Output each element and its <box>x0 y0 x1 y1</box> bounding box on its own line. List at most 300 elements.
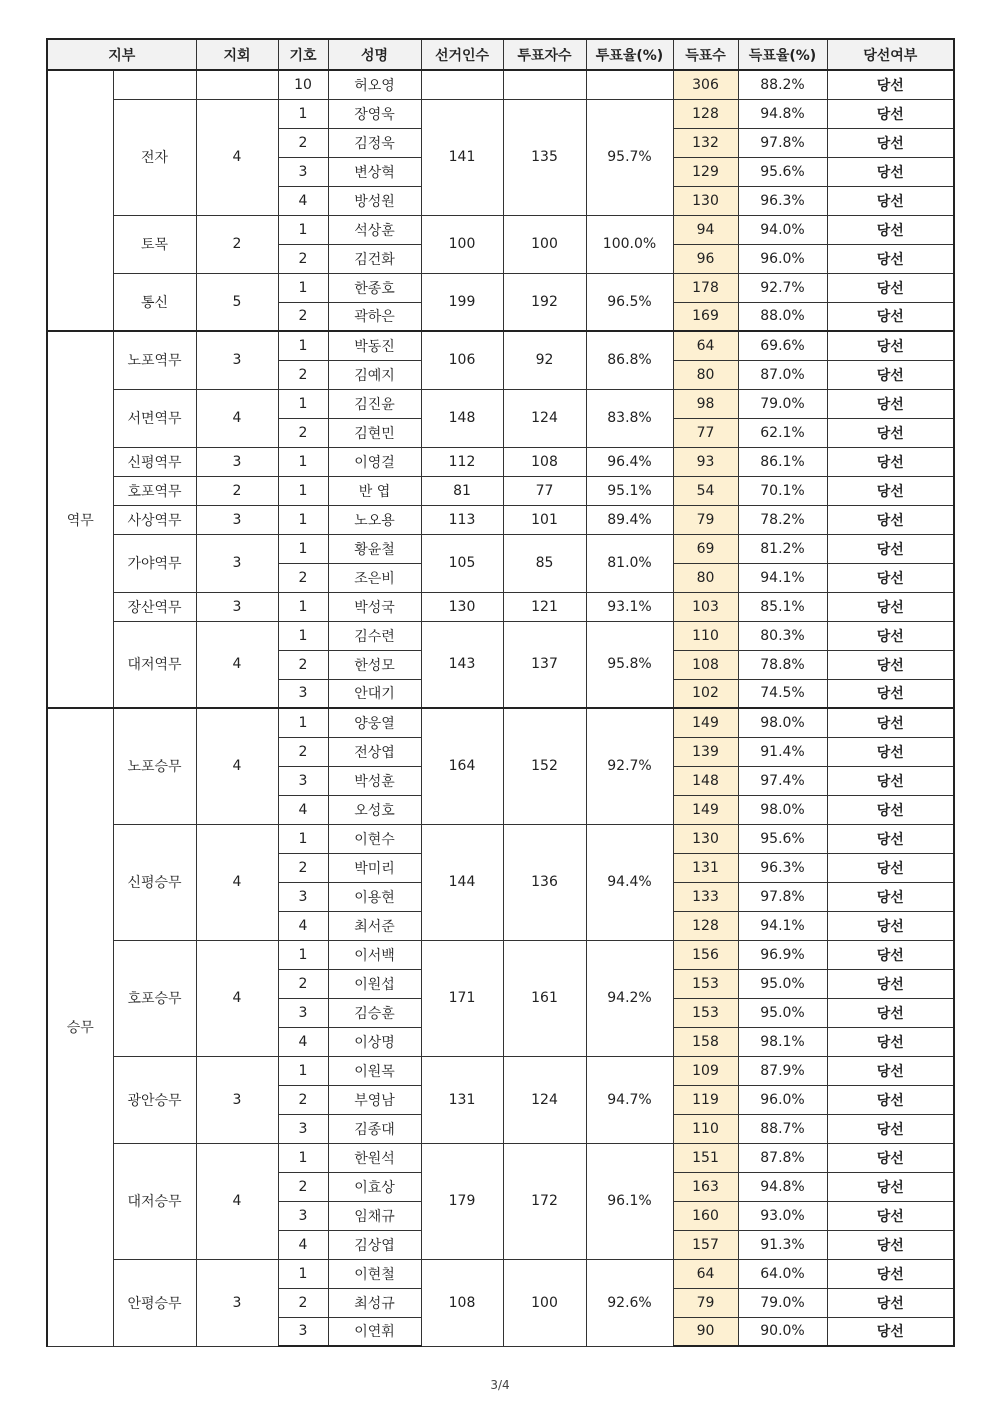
candidate-result: 당선 <box>827 244 954 273</box>
candidate-vote-pct: 79.0% <box>738 1288 827 1317</box>
division-name: 역무 <box>47 331 113 708</box>
candidate-vote-pct: 79.0% <box>738 389 827 418</box>
candidate-vote-pct: 87.8% <box>738 1143 827 1172</box>
candidate-votes: 131 <box>673 853 738 882</box>
candidate-number: 2 <box>278 1085 328 1114</box>
candidate-name: 이현수 <box>328 824 421 853</box>
branch-turnout: 94.2% <box>586 940 673 1056</box>
branch-name: 호포역무 <box>113 476 196 505</box>
branch-electors: 105 <box>421 534 503 592</box>
candidate-name: 허오영 <box>328 70 421 99</box>
candidate-vote-pct: 74.5% <box>738 679 827 708</box>
table-row <box>47 708 954 737</box>
candidate-name: 김정욱 <box>328 128 421 157</box>
candidate-name: 황윤철 <box>328 534 421 563</box>
candidate-vote-pct: 94.0% <box>738 215 827 244</box>
candidate-vote-pct: 98.1% <box>738 1027 827 1056</box>
branch-name: 신평승무 <box>113 824 196 940</box>
candidate-votes: 163 <box>673 1172 738 1201</box>
candidate-vote-pct: 96.0% <box>738 1085 827 1114</box>
branch-name <box>113 70 196 99</box>
candidate-number: 2 <box>278 128 328 157</box>
candidate-number: 1 <box>278 99 328 128</box>
candidate-vote-pct: 64.0% <box>738 1259 827 1288</box>
candidate-votes: 79 <box>673 1288 738 1317</box>
branch-electors: 143 <box>421 621 503 708</box>
branch-name: 안평승무 <box>113 1259 196 1346</box>
branch-name: 장산역무 <box>113 592 196 621</box>
candidate-vote-pct: 94.8% <box>738 1172 827 1201</box>
branch-turnout: 96.5% <box>586 273 673 331</box>
candidate-vote-pct: 88.2% <box>738 70 827 99</box>
candidate-name: 변상혁 <box>328 157 421 186</box>
branch-name: 통신 <box>113 273 196 331</box>
candidate-vote-pct: 96.3% <box>738 186 827 215</box>
candidate-number: 2 <box>278 969 328 998</box>
branch-seats: 3 <box>196 1259 278 1346</box>
candidate-result: 당선 <box>827 215 954 244</box>
candidate-votes: 139 <box>673 737 738 766</box>
branch-electors: 164 <box>421 708 503 824</box>
branch-voters: 108 <box>503 447 586 476</box>
candidate-vote-pct: 91.3% <box>738 1230 827 1259</box>
candidate-number: 1 <box>278 621 328 650</box>
branch-turnout: 96.1% <box>586 1143 673 1259</box>
candidate-name: 석상훈 <box>328 215 421 244</box>
candidate-votes: 133 <box>673 882 738 911</box>
branch-turnout <box>586 70 673 99</box>
candidate-number: 3 <box>278 1114 328 1143</box>
table-row <box>47 534 954 563</box>
candidate-votes: 110 <box>673 1114 738 1143</box>
candidate-result: 당선 <box>827 1027 954 1056</box>
branch-seats: 3 <box>196 1056 278 1143</box>
candidate-result: 당선 <box>827 1056 954 1085</box>
candidate-vote-pct: 78.2% <box>738 505 827 534</box>
candidate-number: 1 <box>278 1056 328 1085</box>
candidate-number: 2 <box>278 244 328 273</box>
candidate-vote-pct: 81.2% <box>738 534 827 563</box>
candidate-number: 10 <box>278 70 328 99</box>
candidate-number: 1 <box>278 215 328 244</box>
branch-seats: 4 <box>196 1143 278 1259</box>
candidate-result: 당선 <box>827 1288 954 1317</box>
table-row <box>47 99 954 128</box>
candidate-votes: 77 <box>673 418 738 447</box>
branch-electors: 144 <box>421 824 503 940</box>
branch-name: 호포승무 <box>113 940 196 1056</box>
candidate-number: 1 <box>278 1143 328 1172</box>
page-number: 3/4 <box>490 1378 510 1392</box>
candidate-result: 당선 <box>827 940 954 969</box>
table-row <box>47 389 954 418</box>
candidate-votes: 160 <box>673 1201 738 1230</box>
candidate-result: 당선 <box>827 795 954 824</box>
candidate-vote-pct: 94.8% <box>738 99 827 128</box>
candidate-number: 2 <box>278 1288 328 1317</box>
candidate-result: 당선 <box>827 563 954 592</box>
candidate-name: 김종대 <box>328 1114 421 1143</box>
candidate-votes: 306 <box>673 70 738 99</box>
branch-voters: 121 <box>503 592 586 621</box>
candidate-result: 당선 <box>827 273 954 302</box>
branch-name: 토목 <box>113 215 196 273</box>
candidate-name: 반 엽 <box>328 476 421 505</box>
branch-name: 서면역무 <box>113 389 196 447</box>
table-row <box>47 824 954 853</box>
branch-seats: 4 <box>196 99 278 215</box>
branch-voters: 161 <box>503 940 586 1056</box>
branch-turnout: 95.1% <box>586 476 673 505</box>
candidate-votes: 149 <box>673 708 738 737</box>
candidate-number: 2 <box>278 650 328 679</box>
branch-voters: 124 <box>503 1056 586 1143</box>
candidate-vote-pct: 90.0% <box>738 1317 827 1346</box>
candidate-vote-pct: 97.8% <box>738 128 827 157</box>
candidate-number: 4 <box>278 911 328 940</box>
candidate-votes: 156 <box>673 940 738 969</box>
table-row <box>47 215 954 244</box>
branch-electors: 141 <box>421 99 503 215</box>
candidate-vote-pct: 92.7% <box>738 273 827 302</box>
candidate-votes: 102 <box>673 679 738 708</box>
candidate-result: 당선 <box>827 1085 954 1114</box>
branch-voters: 136 <box>503 824 586 940</box>
candidate-name: 이효상 <box>328 1172 421 1201</box>
candidate-result: 당선 <box>827 1172 954 1201</box>
candidate-result: 당선 <box>827 476 954 505</box>
header-name: 성명 <box>328 39 421 70</box>
candidate-name: 안대기 <box>328 679 421 708</box>
candidate-vote-pct: 94.1% <box>738 563 827 592</box>
candidate-votes: 94 <box>673 215 738 244</box>
candidate-number: 1 <box>278 331 328 360</box>
branch-seats: 3 <box>196 447 278 476</box>
header-turnout: 투표율(%) <box>586 39 673 70</box>
table-row <box>47 1143 954 1172</box>
branch-electors: 112 <box>421 447 503 476</box>
branch-voters: 172 <box>503 1143 586 1259</box>
branch-name: 대저승무 <box>113 1143 196 1259</box>
candidate-votes: 90 <box>673 1317 738 1346</box>
candidate-votes: 79 <box>673 505 738 534</box>
division-name <box>47 70 113 331</box>
branch-turnout: 89.4% <box>586 505 673 534</box>
table-row <box>47 505 954 534</box>
candidate-vote-pct: 94.1% <box>738 911 827 940</box>
candidate-votes: 148 <box>673 766 738 795</box>
branch-electors: 179 <box>421 1143 503 1259</box>
candidate-result: 당선 <box>827 824 954 853</box>
branch-seats: 4 <box>196 824 278 940</box>
candidate-result: 당선 <box>827 853 954 882</box>
branch-voters: 124 <box>503 389 586 447</box>
branch-voters: 92 <box>503 331 586 389</box>
candidate-number: 3 <box>278 1317 328 1346</box>
header-jihoe: 지회 <box>196 39 278 70</box>
branch-name: 가야역무 <box>113 534 196 592</box>
table-header <box>47 39 954 70</box>
candidate-name: 장영욱 <box>328 99 421 128</box>
candidate-number: 2 <box>278 1172 328 1201</box>
candidate-votes: 64 <box>673 1259 738 1288</box>
branch-electors: 199 <box>421 273 503 331</box>
candidate-votes: 109 <box>673 1056 738 1085</box>
candidate-name: 박성훈 <box>328 766 421 795</box>
candidate-vote-pct: 95.0% <box>738 998 827 1027</box>
candidate-number: 1 <box>278 389 328 418</box>
candidate-result: 당선 <box>827 99 954 128</box>
candidate-name: 박미리 <box>328 853 421 882</box>
candidate-votes: 178 <box>673 273 738 302</box>
branch-seats: 2 <box>196 476 278 505</box>
branch-electors: 106 <box>421 331 503 389</box>
branch-electors: 131 <box>421 1056 503 1143</box>
candidate-name: 한원석 <box>328 1143 421 1172</box>
branch-name: 사상역무 <box>113 505 196 534</box>
candidate-votes: 129 <box>673 157 738 186</box>
table-row <box>47 1259 954 1288</box>
candidate-number: 1 <box>278 534 328 563</box>
branch-turnout: 86.8% <box>586 331 673 389</box>
candidate-vote-pct: 93.0% <box>738 1201 827 1230</box>
candidate-name: 이원섭 <box>328 969 421 998</box>
candidate-name: 김승훈 <box>328 998 421 1027</box>
branch-turnout: 81.0% <box>586 534 673 592</box>
candidate-number: 3 <box>278 882 328 911</box>
candidate-number: 1 <box>278 476 328 505</box>
candidate-number: 1 <box>278 273 328 302</box>
candidate-number: 4 <box>278 186 328 215</box>
branch-turnout: 100.0% <box>586 215 673 273</box>
branch-turnout: 94.4% <box>586 824 673 940</box>
candidate-result: 당선 <box>827 1230 954 1259</box>
candidate-number: 1 <box>278 1259 328 1288</box>
candidate-votes: 158 <box>673 1027 738 1056</box>
candidate-votes: 169 <box>673 302 738 331</box>
branch-seats: 3 <box>196 331 278 389</box>
candidate-name: 김예지 <box>328 360 421 389</box>
candidate-votes: 69 <box>673 534 738 563</box>
candidate-result: 당선 <box>827 737 954 766</box>
branch-electors: 100 <box>421 215 503 273</box>
candidate-number: 3 <box>278 766 328 795</box>
candidate-votes: 80 <box>673 360 738 389</box>
header-votes: 득표수 <box>673 39 738 70</box>
candidate-result: 당선 <box>827 708 954 737</box>
branch-seats: 4 <box>196 621 278 708</box>
branch-seats: 5 <box>196 273 278 331</box>
candidate-result: 당선 <box>827 331 954 360</box>
table-body <box>47 70 954 1346</box>
branch-seats: 3 <box>196 534 278 592</box>
candidate-name: 전상엽 <box>328 737 421 766</box>
candidate-number: 2 <box>278 853 328 882</box>
candidate-number: 2 <box>278 360 328 389</box>
branch-seats: 4 <box>196 708 278 824</box>
candidate-name: 박동진 <box>328 331 421 360</box>
candidate-name: 박성국 <box>328 592 421 621</box>
candidate-name: 이원목 <box>328 1056 421 1085</box>
branch-name: 전자 <box>113 99 196 215</box>
branch-turnout: 95.8% <box>586 621 673 708</box>
candidate-number: 3 <box>278 1201 328 1230</box>
branch-voters: 152 <box>503 708 586 824</box>
candidate-name: 곽하은 <box>328 302 421 331</box>
candidate-name: 이영걸 <box>328 447 421 476</box>
table-row <box>47 273 954 302</box>
candidate-vote-pct: 78.8% <box>738 650 827 679</box>
candidate-votes: 119 <box>673 1085 738 1114</box>
candidate-name: 오성호 <box>328 795 421 824</box>
table-row <box>47 70 954 99</box>
candidate-vote-pct: 88.7% <box>738 1114 827 1143</box>
candidate-name: 조은비 <box>328 563 421 592</box>
candidate-name: 임채규 <box>328 1201 421 1230</box>
candidate-number: 3 <box>278 998 328 1027</box>
candidate-number: 1 <box>278 592 328 621</box>
candidate-name: 방성원 <box>328 186 421 215</box>
candidate-votes: 130 <box>673 186 738 215</box>
candidate-votes: 128 <box>673 99 738 128</box>
candidate-result: 당선 <box>827 621 954 650</box>
branch-turnout: 92.7% <box>586 708 673 824</box>
candidate-result: 당선 <box>827 766 954 795</box>
table-row <box>47 621 954 650</box>
candidate-vote-pct: 70.1% <box>738 476 827 505</box>
candidate-votes: 54 <box>673 476 738 505</box>
candidate-result: 당선 <box>827 1143 954 1172</box>
candidate-result: 당선 <box>827 592 954 621</box>
branch-electors: 81 <box>421 476 503 505</box>
candidate-number: 3 <box>278 157 328 186</box>
branch-voters <box>503 70 586 99</box>
branch-seats: 4 <box>196 940 278 1056</box>
candidate-result: 당선 <box>827 911 954 940</box>
candidate-vote-pct: 95.6% <box>738 157 827 186</box>
candidate-votes: 64 <box>673 331 738 360</box>
candidate-name: 부영남 <box>328 1085 421 1114</box>
branch-turnout: 94.7% <box>586 1056 673 1143</box>
candidate-result: 당선 <box>827 969 954 998</box>
branch-name: 광안승무 <box>113 1056 196 1143</box>
candidate-result: 당선 <box>827 70 954 99</box>
branch-turnout: 95.7% <box>586 99 673 215</box>
candidate-name: 김상엽 <box>328 1230 421 1259</box>
candidate-result: 당선 <box>827 998 954 1027</box>
branch-voters: 85 <box>503 534 586 592</box>
candidate-number: 2 <box>278 563 328 592</box>
candidate-vote-pct: 88.0% <box>738 302 827 331</box>
candidate-votes: 128 <box>673 911 738 940</box>
candidate-number: 2 <box>278 302 328 331</box>
branch-turnout: 96.4% <box>586 447 673 476</box>
candidate-name: 이상명 <box>328 1027 421 1056</box>
candidate-number: 1 <box>278 940 328 969</box>
branch-voters: 137 <box>503 621 586 708</box>
candidate-number: 1 <box>278 824 328 853</box>
candidate-result: 당선 <box>827 650 954 679</box>
branch-turnout: 92.6% <box>586 1259 673 1346</box>
candidate-vote-pct: 97.4% <box>738 766 827 795</box>
candidate-vote-pct: 69.6% <box>738 331 827 360</box>
branch-voters: 77 <box>503 476 586 505</box>
candidate-votes: 108 <box>673 650 738 679</box>
branch-electors: 130 <box>421 592 503 621</box>
table-row <box>47 447 954 476</box>
branch-electors: 148 <box>421 389 503 447</box>
election-results-table <box>46 38 955 1347</box>
candidate-vote-pct: 98.0% <box>738 708 827 737</box>
branch-electors <box>421 70 503 99</box>
candidate-name: 김수련 <box>328 621 421 650</box>
candidate-number: 1 <box>278 505 328 534</box>
branch-seats: 3 <box>196 505 278 534</box>
candidate-result: 당선 <box>827 534 954 563</box>
candidate-vote-pct: 95.6% <box>738 824 827 853</box>
candidate-name: 김현민 <box>328 418 421 447</box>
candidate-votes: 153 <box>673 969 738 998</box>
candidate-number: 4 <box>278 795 328 824</box>
branch-seats: 3 <box>196 592 278 621</box>
candidate-number: 4 <box>278 1027 328 1056</box>
candidate-votes: 157 <box>673 1230 738 1259</box>
candidate-name: 이현철 <box>328 1259 421 1288</box>
division-name: 승무 <box>47 708 113 1346</box>
branch-seats <box>196 70 278 99</box>
candidate-name: 김진윤 <box>328 389 421 418</box>
table-row <box>47 940 954 969</box>
candidate-result: 당선 <box>827 1317 954 1346</box>
candidate-votes: 96 <box>673 244 738 273</box>
candidate-votes: 98 <box>673 389 738 418</box>
candidate-result: 당선 <box>827 418 954 447</box>
header-voters: 투표자수 <box>503 39 586 70</box>
branch-seats: 4 <box>196 389 278 447</box>
branch-voters: 101 <box>503 505 586 534</box>
branch-voters: 100 <box>503 215 586 273</box>
candidate-votes: 103 <box>673 592 738 621</box>
candidate-votes: 80 <box>673 563 738 592</box>
candidate-number: 1 <box>278 447 328 476</box>
candidate-number: 4 <box>278 1230 328 1259</box>
candidate-name: 김건화 <box>328 244 421 273</box>
candidate-result: 당선 <box>827 389 954 418</box>
branch-name: 신평역무 <box>113 447 196 476</box>
candidate-result: 당선 <box>827 128 954 157</box>
header-electors: 선거인수 <box>421 39 503 70</box>
candidate-votes: 130 <box>673 824 738 853</box>
header-result: 당선여부 <box>827 39 954 70</box>
candidate-vote-pct: 98.0% <box>738 795 827 824</box>
candidate-number: 2 <box>278 418 328 447</box>
branch-turnout: 93.1% <box>586 592 673 621</box>
branch-name: 대저역무 <box>113 621 196 708</box>
candidate-votes: 151 <box>673 1143 738 1172</box>
candidate-result: 당선 <box>827 157 954 186</box>
candidate-result: 당선 <box>827 447 954 476</box>
candidate-vote-pct: 96.9% <box>738 940 827 969</box>
candidate-vote-pct: 96.3% <box>738 853 827 882</box>
candidate-result: 당선 <box>827 360 954 389</box>
table-row <box>47 476 954 505</box>
candidate-vote-pct: 97.8% <box>738 882 827 911</box>
branch-name: 노포역무 <box>113 331 196 389</box>
candidate-vote-pct: 85.1% <box>738 592 827 621</box>
candidate-result: 당선 <box>827 186 954 215</box>
candidate-number: 2 <box>278 737 328 766</box>
branch-electors: 108 <box>421 1259 503 1346</box>
